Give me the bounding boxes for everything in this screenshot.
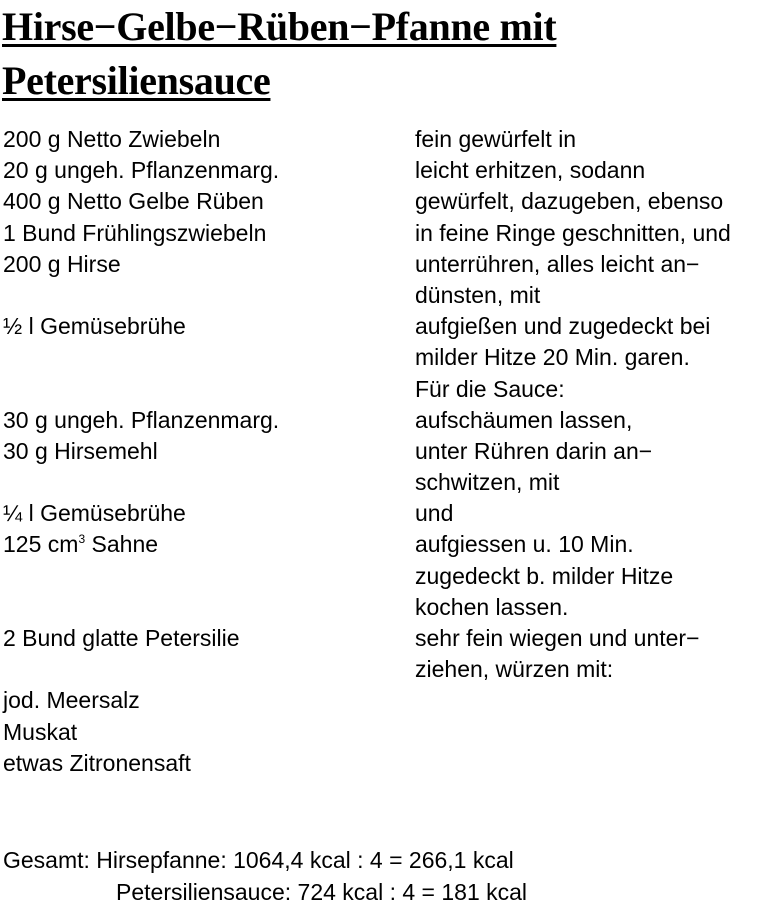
instruction: fein gewürfelt in	[415, 124, 576, 155]
instruction: dünsten, mit	[415, 280, 540, 311]
seasoning: etwas Zitronensaft	[3, 748, 191, 779]
ingredient: ½ l Gemüsebrühe	[3, 311, 186, 342]
ingredient: 200 g Hirse	[3, 249, 121, 280]
instruction: aufschäumen lassen,	[415, 405, 632, 436]
ingredient: 30 g Hirsemehl	[3, 436, 158, 467]
ingredient: 30 g ungeh. Pflanzenmarg.	[3, 405, 279, 436]
instruction: aufgießen und zugedeckt bei	[415, 311, 710, 342]
ingredient: ¼ l Gemüsebrühe	[3, 498, 186, 529]
total-hirsepfanne: Gesamt: Hirsepfanne: 1064,4 kcal : 4 = 266,1 kcal	[3, 845, 527, 877]
ingredient: 20 g ungeh. Pflanzenmarg.	[3, 155, 279, 186]
instruction: in feine Ringe geschnitten, und	[415, 218, 731, 249]
instruction: milder Hitze 20 Min. garen.	[415, 342, 690, 373]
sauce-heading: Für die Sauce:	[415, 374, 565, 405]
ingredient: 200 g Netto Zwiebeln	[3, 124, 220, 155]
ingredient: 1 Bund Frühlingszwiebeln	[3, 218, 266, 249]
instruction: gewürfelt, dazugeben, ebenso	[415, 186, 723, 217]
recipe-title-line-1: Hirse−Gelbe−Rüben−Pfanne mit	[2, 0, 556, 54]
calorie-totals	[3, 845, 527, 908]
instruction: und	[415, 498, 453, 529]
instruction: schwitzen, mit	[415, 467, 559, 498]
total-petersiliensauce: Petersiliensauce: 724 kcal : 4 = 181 kcal	[3, 877, 527, 908]
recipe-title	[2, 0, 556, 108]
unit-superscript: 3	[78, 532, 85, 546]
instruction: unterrühren, alles leicht an−	[415, 249, 699, 280]
instruction: aufgiessen u. 10 Min.	[415, 529, 634, 560]
seasoning: jod. Meersalz	[3, 685, 140, 716]
instruction: kochen lassen.	[415, 592, 568, 623]
instruction: zugedeckt b. milder Hitze	[415, 561, 673, 592]
instruction: ziehen, würzen mit:	[415, 654, 613, 685]
ingredient	[3, 529, 158, 560]
ingredient-name: Sahne	[85, 531, 158, 557]
ingredient: 400 g Netto Gelbe Rüben	[3, 186, 264, 217]
instruction: sehr fein wiegen und unter−	[415, 623, 700, 654]
recipe-title-line-2: Petersiliensauce	[2, 54, 556, 108]
ingredient: 2 Bund glatte Petersilie	[3, 623, 240, 654]
instruction: unter Rühren darin an−	[415, 436, 652, 467]
seasoning: Muskat	[3, 717, 77, 748]
ingredient-quantity: 125 cm	[3, 531, 78, 557]
instruction: leicht erhitzen, sodann	[415, 155, 645, 186]
